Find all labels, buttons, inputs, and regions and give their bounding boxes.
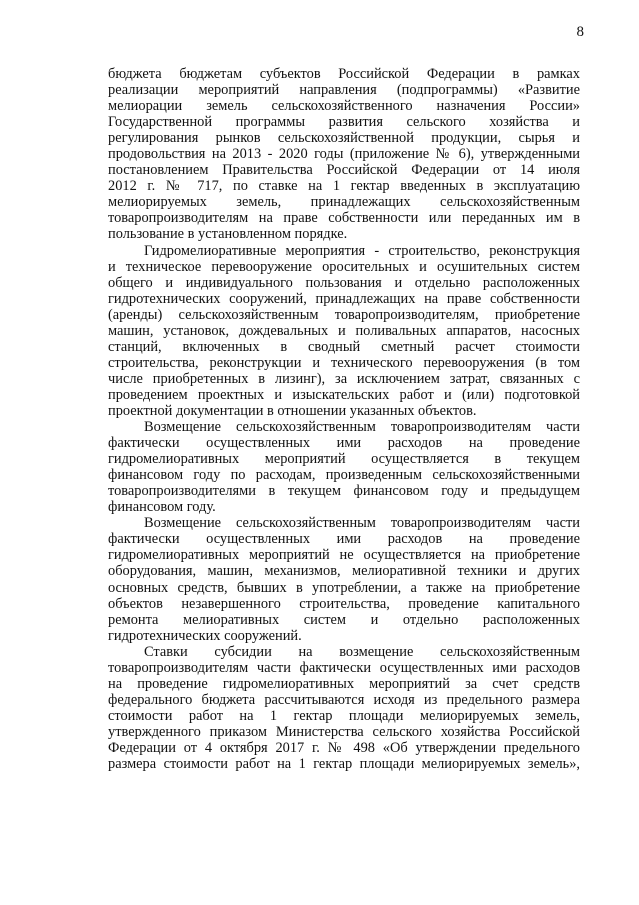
text-line: Возмещение сельскохозяйственным товаропроизводителям части: [144, 419, 580, 436]
text-line: гидротехнических сооружений.: [108, 627, 302, 644]
paragraph: [108, 243, 580, 420]
text-line: товаропроизводителям части фактически осуществленных ими расходов: [108, 659, 580, 676]
text-line: (аренды) сельскохозяйственным товаропроизводителям, приобретение: [108, 306, 580, 323]
text-line: размера стоимости работ на 1 гектар площади мелиорируемых земель»,: [108, 756, 580, 773]
document-body: [108, 66, 580, 772]
text-line: проведением проектных и изыскательских работ и (или) подготовкой: [108, 386, 580, 403]
text-line: постановлением Правительства Российской Федерации от 14 июля: [108, 162, 580, 179]
text-line: товаропроизводителям на праве собственности или переданных им в: [108, 210, 580, 227]
text-line: общего и индивидуального пользования и отдельно расположенных: [108, 274, 580, 291]
text-line: гидротехнических сооружений, принадлежащих на праве собственности: [108, 290, 580, 307]
text-line: Государственной программы развития сельского хозяйства и: [108, 114, 580, 131]
page-number: 8: [576, 24, 584, 40]
text-line: оборудования, машин, механизмов, мелиоративной техники и других: [108, 563, 580, 580]
text-line: на проведение гидромелиоративных мероприятий за счет средств: [108, 675, 580, 692]
text-line: стоимости работ на 1 гектар площади мелиорируемых земель,: [108, 707, 580, 724]
text-line: фактически осуществленных ими расходов на проведение: [108, 435, 580, 452]
text-line: проектной документации в отношении указанных объектов.: [108, 402, 477, 419]
text-line: мелиорируемых земель, принадлежащих сельскохозяйственным: [108, 194, 580, 211]
text-line: станций, включенных в сводный сметный расчет стоимости: [108, 338, 580, 355]
text-line: товаропроизводителями в текущем финансовом году и предыдущем: [108, 483, 580, 500]
text-line: финансовом году.: [108, 499, 216, 516]
text-line: строительства, реконструкции и технического перевооружения (в том: [108, 354, 580, 371]
text-line: продовольствия на 2013 - 2020 годы (приложение № 6), утвержденными: [108, 146, 580, 163]
text-line: бюджета бюджетам субъектов Российской Федерации в рамках: [108, 66, 580, 82]
text-line: Федерации от 4 октября 2017 г. № 498 «Об утверждении предельного: [108, 739, 580, 756]
text-line: гидромелиоративных мероприятий не осуществляется на приобретение: [108, 547, 580, 564]
text-line: Гидромелиоративные мероприятия - строительство, реконструкция: [144, 242, 580, 259]
text-line: мелиорации земель сельскохозяйственного назначения России»: [108, 98, 580, 115]
text-line: утвержденного приказом Министерства сельского хозяйства Российской: [108, 723, 580, 740]
text-line: финансовом году по расходам, произведенным сельскохозяйственными: [108, 467, 580, 484]
text-line: Возмещение сельскохозяйственным товаропроизводителям части: [144, 515, 580, 532]
text-line: пользование в установленном порядке.: [108, 226, 348, 243]
paragraph: [108, 419, 580, 515]
text-line: гидромелиоративных мероприятий осуществляется в текущем: [108, 451, 580, 468]
text-line: 2012 г. № 717, по ставке на 1 гектар введенных в эксплуатацию: [108, 178, 580, 195]
text-line: регулирования рынков сельскохозяйственной продукции, сырья и: [108, 130, 580, 147]
text-line: числе приобретенных в лизинг), за исключением затрат, связанных с: [108, 370, 580, 387]
paragraph: [108, 66, 580, 243]
text-line: федерального бюджета рассчитываются исходя из предельного размера: [108, 691, 580, 708]
paragraph: [108, 644, 580, 772]
text-line: машин, установок, дождевальных и поливальных аппаратов, насосных: [108, 322, 580, 339]
text-line: основных средств, бывших в употреблении, а также на приобретение: [108, 579, 580, 596]
text-line: и техническое перевооружение оросительных и осушительных систем: [108, 258, 580, 275]
text-line: объектов незавершенного строительства, проведение капитального: [108, 595, 580, 612]
text-line: ремонта мелиоративных систем и отдельно расположенных: [108, 611, 580, 628]
text-line: Ставки субсидии на возмещение сельскохозяйственным: [144, 643, 580, 660]
paragraph: [108, 515, 580, 643]
text-line: фактически осуществленных ими расходов на проведение: [108, 531, 580, 548]
text-line: реализации мероприятий направления (подпрограммы) «Развитие: [108, 82, 580, 99]
